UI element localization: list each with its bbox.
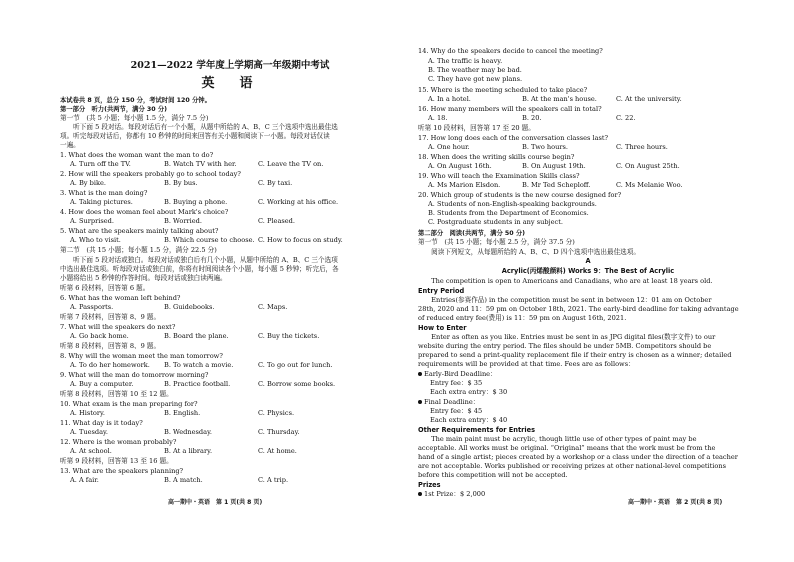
q1-option-a: A. Turn off the TV. [70,160,131,168]
q7-option-a: A. Go back home. [70,332,129,340]
q3-option-b: B. Buying a phone. [164,198,228,206]
group-6-instruction: 听第 6 段材料，回答第 6 题。 [60,284,150,292]
q2-option-c: C. By taxi. [258,179,293,187]
question-12: 12. Where is the woman probably? [60,438,177,446]
part2-section1-desc: 阅读下列短文，从每题所给的 A、B、C、D 四个选项中选出最佳选项。 [418,248,640,256]
other-req-heading: Other Requirements for Entries [418,426,536,434]
page-2 [418,0,758,562]
section2-desc-2: 中选出最佳选项。听每段对话或独白前，你将有时间阅读各个小题，每小题 5 秒钟；听完后，各 [60,265,339,273]
entry-line-1: Entries(参赛作品) in the competition must be sent in between 12：01 am on October [418,296,712,304]
q5-option-b: B. Which course to choose. [164,236,255,244]
entry-period-heading: Entry Period [418,287,465,295]
other-line-2: acceptable. All works must be original. “Original” means that the work must be from the [418,444,716,452]
q4-option-c: C. Pleased. [258,217,295,225]
q20-option-c: C. Postgraduate students in any subject. [428,218,563,226]
q20-option-b: B. Students from the Department of Economics. [428,209,589,217]
final-fee: Entry fee：$ 45 [430,407,483,415]
q7-option-c: C. Buy the tickets. [258,332,320,340]
how-line-2: website during the entry period. The files should be under 5MB. Competitors should be [418,342,712,350]
how-line-1: Enter as often as you like. Entries must be sent in as JPG digital files(数字文件) to our [418,333,716,341]
other-line-5: before this competition will not be accepted. [418,471,568,479]
final-extra: Each extra entry：$ 40 [430,416,508,424]
question-7: 7. What will the speakers do next? [60,323,176,331]
passage-title: Acrylic(丙烯酸颜料) Works 9：The Best of Acrylic [501,267,675,275]
q9-option-b: B. Practice football. [164,380,231,388]
q2-option-a: A. By bike. [70,179,106,187]
q16-option-c: C. 22. [616,114,636,122]
early-bird-label: Early-Bird Deadline： [424,370,497,378]
page-2-footer: 高一期中・英语 第 2 页(共 8 页) [628,499,723,506]
subject-title: 英 语 [201,76,259,91]
q17-option-b: B. Two hours. [522,143,569,151]
how-line-4: requirements will be provided at that time. Fees are as follows： [418,360,635,368]
page-1 [60,0,400,562]
q9-option-c: C. Borrow some books. [258,380,336,388]
question-9: 9. What will the man do tomorrow morning? [60,371,209,379]
q6-option-b: B. Guidebooks. [164,303,215,311]
q6-option-a: A. Passports. [70,303,114,311]
question-2: 2. How will the speakers probably go to school today? [60,170,241,178]
q4-option-b: B. Worried. [164,217,202,225]
early-fee: Entry fee：$ 35 [430,379,483,387]
question-6: 6. What has the woman left behind? [60,294,181,302]
group-9-instruction: 听第 8 段材料，回答第 10 至 12 题。 [60,390,173,398]
prize-1-item [418,490,485,499]
section1-title: 第一节 (共 5 小题；每小题 1.5 分，满分 7.5 分) [60,114,209,122]
q9-option-a: A. Buy a computer. [70,380,134,388]
q20-option-a: A. Students of non-English-speaking backgrounds. [428,200,597,208]
question-5: 5. What are the speakers mainly talking about? [60,227,219,235]
q3-option-c: C. Working at his office. [258,198,339,206]
early-extra: Each extra entry：$ 30 [430,388,508,396]
q19-option-c: C. Ms Melanie Woo. [616,181,683,189]
q1-option-c: C. Leave the TV on. [258,160,324,168]
q12-option-a: A. At school. [70,447,112,455]
question-3: 3. What is the man doing? [60,189,148,197]
q11-option-b: B. Wednesday. [164,428,213,436]
q13-option-c: C. A trip. [258,476,289,484]
q15-option-a: A. In a hotel. [428,95,471,103]
prizes-heading: Prizes [418,481,441,489]
q15-option-c: C. At the university. [616,95,682,103]
q17-option-a: A. One hour. [428,143,470,151]
bullet-icon [418,492,422,496]
group-7-instruction: 听第 7 段材料，回答第 8、9 题。 [60,313,161,321]
q16-option-a: A. 18. [428,114,448,122]
final-deadline-label: Final Deadline： [424,398,480,406]
q4-option-a: A. Surprised. [70,217,114,225]
q13-option-b: B. A match. [164,476,203,484]
q19-option-b: B. Mr Ted Scheploff. [522,181,591,189]
page-1-footer: 高一期中・英语 第 1 页(共 8 页) [168,499,263,506]
question-15: 15. Where is the meeting scheduled to take place? [418,86,588,94]
q12-option-b: B. At a library. [164,447,213,455]
q10-option-c: C. Physics. [258,409,295,417]
part2-section1-title: 第一节 (共 15 小题；每小题 2.5 分，满分 37.5 分) [418,238,575,246]
group-10-instruction: 听第 9 段材料，回答第 13 至 16 题。 [60,457,173,465]
question-4: 4. How does the woman feel about Mark's choice? [60,208,229,216]
question-1: 1. What does the woman want the man to do? [60,151,214,159]
prize-1-label: 1st Prize：$ 2,000 [424,490,486,498]
exam-intro: 本试卷共 8 页，总分 150 分，考试时间 120 分钟。 [60,97,211,104]
other-line-3: hand of a single artist; pieces created by a workshop or a class under the direction of a teacher [418,453,738,461]
q1-option-b: B. Watch TV with her. [164,160,237,168]
section2-title: 第二节 (共 15 小题；每小题 1.5 分，满分 22.5 分) [60,246,217,254]
section2-desc-1: 听下面 5 段对话或独白。每段对话或独白后有几个小题，从题中所给的 A、B、C 三个选项 [60,256,338,264]
question-10: 10. What exam is the man preparing for? [60,400,198,408]
q18-option-c: C. On August 25th. [616,162,680,170]
final-deadline-item [418,398,479,407]
q14-option-b: B. The weather may be bad. [428,66,522,74]
passage-letter: A [585,257,591,265]
q18-option-a: A. On August 16th. [428,162,492,170]
q5-option-c: C. How to focus on study. [258,236,343,244]
bullet-icon [418,372,422,376]
group-10-instruction-p2: 听第 10 段材料，回答第 17 至 20 题。 [418,124,535,132]
q8-option-a: A. To do her homework. [70,361,150,369]
q10-option-a: A. History. [70,409,105,417]
question-13: 13. What are the speakers planning? [60,467,184,475]
q14-option-a: A. The traffic is heavy. [428,57,503,65]
early-bird-item [418,370,497,379]
q18-option-b: B. On August 19th. [522,162,586,170]
q3-option-a: A. Taking pictures. [70,198,133,206]
question-8: 8. Why will the woman meet the man tomorrow? [60,352,223,360]
question-18: 18. When does the writing skills course begin? [418,153,575,161]
q6-option-c: C. Maps. [258,303,288,311]
q11-option-a: A. Tuesday. [70,428,108,436]
q14-option-c: C. They have got new plans. [428,75,523,83]
exam-title: 2021—2022 学年度上学期高一年级期中考试 [130,60,330,71]
question-19: 19. Who will teach the Examination Skills class? [418,172,580,180]
q10-option-b: B. English. [164,409,201,417]
q12-option-c: C. At home. [258,447,297,455]
q8-option-c: C. To go out for lunch. [258,361,333,369]
group-8-instruction: 听第 8 段材料，回答第 8、9 题。 [60,342,161,350]
question-20: 20. Which group of students is the new course designed for? [418,191,622,199]
q7-option-b: B. Board the plane. [164,332,229,340]
entry-line-2: 28th, 2020 and 11：59 pm on October 18th, 2021. The early-bird deadline for taking advantage [418,305,739,313]
q19-option-a: A. Ms Marion Elsdon. [428,181,501,189]
passage-line-1: The competition is open to Americans and Canadians, who are at least 18 years old. [418,277,713,285]
question-16: 16. How many members will the speakers call in total? [418,105,602,113]
section1-desc-1: 听下面 5 段对话。每段对话后有一个小题，从题中所给的 A、B、C 三个选项中选出最佳选 [60,123,338,131]
bullet-icon [418,400,422,404]
question-11: 11. What day is it today? [60,419,143,427]
q5-option-a: A. Who to visit. [70,236,121,244]
q13-option-a: A. A fair. [70,476,99,484]
question-14: 14. Why do the speakers decide to cancel the meeting? [418,47,603,55]
q11-option-c: C. Thursday. [258,428,300,436]
part2-title: 第二部分 阅读(共两节，满分 50 分) [418,230,526,237]
section1-desc-3: 一遍。 [60,141,80,149]
section1-desc-2: 项。听完每段对话后，你都有 10 秒钟的时间来回答有关小题和阅读下一小题。每段对话仅读 [60,132,330,140]
how-line-3: prepared to send a print-quality replacement file if their entry is chosen as a winner; detailed [418,351,732,359]
q17-option-c: C. Three hours. [616,143,668,151]
other-line-1: The main paint must be acrylic, though little use of other types of paint may be [418,435,697,443]
question-17: 17. How long does each of the conversation classes last? [418,134,609,142]
q8-option-b: B. To watch a movie. [164,361,234,369]
section2-desc-3: 小题将给出 5 秒钟的作答时间。每段对话或独白读两遍。 [60,274,227,282]
other-line-4: are not acceptable. Works published or receiving prizes at other national-level competitions [418,462,726,470]
q2-option-b: B. By bus. [164,179,198,187]
how-to-enter-heading: How to Enter [418,324,467,332]
entry-line-3: of reduced entry fee(费用) is 11：59 pm on August 16th, 2021. [418,314,627,322]
q16-option-b: B. 20. [522,114,542,122]
part1-title: 第一部分 听力(共两节，满分 30 分) [60,106,168,113]
q15-option-b: B. At the man's house. [522,95,597,103]
